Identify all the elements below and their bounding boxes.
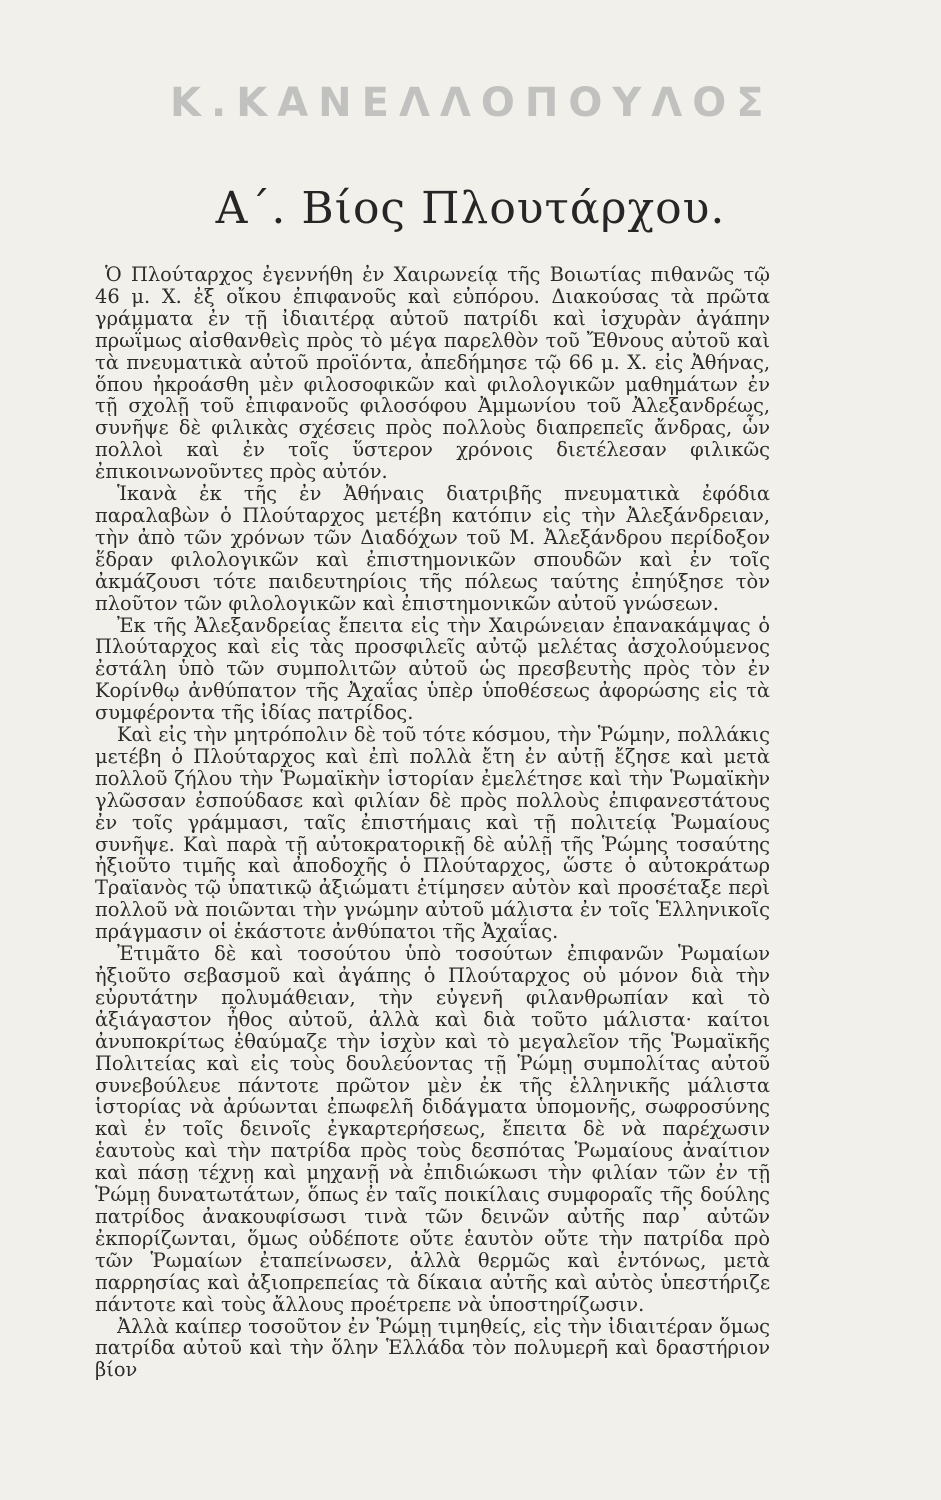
paragraph: Ἐτιμᾶτο δὲ καὶ τοσούτου ὑπὸ τοσούτων ἐπιφανῶν Ῥωμαίων ἠξιοῦτο σεβασμοῦ καὶ ἀγάπης ὁ Πλούταρχος οὐ μόνον διὰ τὴν εὐρυτάτην πολυμάθειαν, τὴν εὐγενῆ φιλανθρωπίαν καὶ τὸ ἀξιάγαστον ἦθος αὐτοῦ, ἀλλὰ καὶ διὰ τοῦτο μάλιστα· καίτοι ἀνυποκρίτως ἐθαύμαζε τὴν ἰσχὺν καὶ τὸ μεγαλεῖον τῆς Ῥωμαϊκῆς Πολιτείας καὶ εἰς τοὺς δουλεύοντας τῇ Ῥώμῃ συμπολίτας αὐτοῦ συνεβούλευε πάντοτε πρῶτον μὲν ἐκ τῆς ἑλληνικῆς μάλιστα ἱστορίας νὰ ἀρύωνται ἐπωφελῆ διδάγματα ὑπομονῆς, σωφροσύνης καὶ ἐν τοῖς δεινοῖς ἐγκαρτερήσεως, ἔπειτα δὲ νὰ παρέχωσιν ἑαυτοὺς καὶ τὴν πατρίδα πρὸς τοὺς δεσπότας Ῥωμαίους ἀναίτιον καὶ πάσῃ τέχνῃ καὶ μηχανῇ νὰ ἐπιδιώκωσι τὴν φιλίαν τῶν ἐν τῇ Ῥώμῃ δυνατωτάτων, ὅπως ἐν ταῖς ποικίλαις συμφοραῖς τῆς δούλης πατρίδος ἀνακουφίσωσι τινὰ τῶν δεινῶν αὐτῆς παρ᾽ αὐτῶν ἐκπορίζωνται, ὅμως οὐδέποτε οὔτε ἑαυτὸν οὔτε τὴν πατρίδα πρὸ τῶν Ῥωμαίων ἐταπείνωσεν, ἀλλὰ θερμῶς καὶ ἐντόνως, μετὰ παρρησίας καὶ ἀξιοπρεπείας τὰ δίκαια αὐτῆς καὶ αὐτὸς ὑπεστήριζε πάντοτε καὶ τοὺς ἄλλους προέτρεπε νὰ ὑποστηρίζωσιν. [95, 942, 770, 1316]
paragraph: Ἐκ τῆς Ἀλεξανδρείας ἔπειτα εἰς τὴν Χαιρώνειαν ἐπανακάμψας ὁ Πλούταρχος καὶ εἰς τὰς προσφιλεῖς αὐτῷ μελέτας ἀσχολούμενος ἐστάλη ὑπὸ τῶν συμπολιτῶν αὐτοῦ ὡς πρεσβευτὴς πρὸς τὸν ἐν Κορίνθῳ ἀνθύπατον τῆς Ἀχαΐας ὑπὲρ ὑποθέσεως ἀφορώσης εἰς τὰ συμφέροντα τῆς ἰδίας πατρίδος. [95, 613, 770, 725]
paragraph: Καὶ εἰς τὴν μητρόπολιν δὲ τοῦ τότε κόσμου, τὴν Ῥώμην, πολλάκις μετέβη ὁ Πλούταρχος καὶ ἐπὶ πολλὰ ἔτη ἐν αὐτῇ ἔζησε καὶ μετὰ πολλοῦ ζήλου τὴν Ῥωμαϊκὴν ἱστορίαν ἐμελέτησε καὶ τὴν Ῥωμαϊκὴν γλῶσσαν ἐσπούδασε καὶ φιλίαν δὲ πρὸς πολλοὺς ἐπιφανεστάτους ἐν τοῖς γράμμασι, ταῖς ἐπιστήμαις καὶ τῇ πολιτείᾳ Ῥωμαίους συνῆψε. Καὶ παρὰ τῇ αὐτοκρατορικῇ δὲ αὐλῇ τῆς Ῥώμης τοσαύτης ἠξιοῦτο τιμῆς καὶ ἀποδοχῆς ὁ Πλούταρχος, ὥστε ὁ αὐτοκράτωρ Τραϊανὸς τῷ ὑπατικῷ ἀξιώματι ἐτίμησεν αὐτὸν καὶ προσέταξε περὶ πολλοῦ νὰ ποιῶνται τὴν γνώμην αὐτοῦ μάλιστα ἐν τοῖς Ἑλληνικοῖς πράγμασιν οἱ ἑκάστοτε ἀνθύπατοι τῆς Ἀχαΐας. [95, 723, 770, 944]
paragraph: Ἱκανὰ ἐκ τῆς ἐν Ἀθήναις διατριβῆς πνευματικὰ ἐφόδια παραλαβὼν ὁ Πλούταρχος μετέβη κατόπιν εἰς τὴν Ἀλεξάνδρειαν, τὴν ἀπὸ τῶν χρόνων τῶν Διαδόχων τοῦ Μ. Ἀλεξάνδρου περίδοξον ἕδραν φιλολογικῶν καὶ ἐπιστημονικῶν σπουδῶν καὶ ἐν τοῖς ἀκμάζουσι τότε παιδευτηρίοις τῆς πόλεως ταύτης ἐπηύξησε τὸν πλοῦτον τῶν φιλολογικῶν καὶ ἐπιστημονικῶν αὐτοῦ γνώσεων. [95, 482, 770, 615]
paragraph: Ὁ Πλούταρχος ἐγεννήθη ἐν Χαιρωνείᾳ τῆς Βοιωτίας πιθανῶς τῷ 46 μ. Χ. ἐξ οἴκου ἐπιφανοῦς καὶ εὐπόρου. Διακούσας τὰ πρῶτα γράμματα ἐν τῇ ἰδιαιτέρᾳ αὐτοῦ πατρίδι καὶ ἰσχυρὰν ἀγάπην πρωΐμως αἰσθανθεὶς πρὸς τὸ μέγα παρελθὸν τοῦ Ἔθνους αὐτοῦ καὶ τὰ πνευματικὰ αὐτοῦ προϊόντα, ἀπεδήμησε τῷ 66 μ. Χ. εἰς Ἀθήνας, ὅπου ἠκροάσθη μὲν φιλοσοφικῶν καὶ φιλολογικῶν μαθημάτων ἐν τῇ σχολῇ τοῦ ἐπιφανοῦς φιλοσόφου Ἀμμωνίου τοῦ Ἀλεξανδρέως, συνῆψε δὲ φιλικὰς σχέσεις πρὸς πολλοὺς διαπρεπεῖς ἄνδρας, ὧν πολλοὶ καὶ ἐν τοῖς ὕστερον χρόνοις διετέλεσαν φιλικῶς ἐπικοινωνοῦντες πρὸς αὐτόν. [95, 263, 770, 484]
chapter-body [95, 264, 770, 1381]
paragraph: Ἀλλὰ καίπερ τοσοῦτον ἐν Ῥώμῃ τιμηθείς, εἰς τὴν ἰδιαιτέραν ὅμως πατρίδα αὐτοῦ καὶ τὴν ὅλην Ἑλλάδα τὸν πολυμερῆ καὶ δραστήριον βίον [95, 1314, 770, 1382]
chapter-title: Α΄. Βίος Πλουτάρχου. [215, 183, 726, 234]
library-stamp: Κ.ΚΑΝΕΛΛΟΠΟΥΛΟΣ [170, 80, 774, 126]
